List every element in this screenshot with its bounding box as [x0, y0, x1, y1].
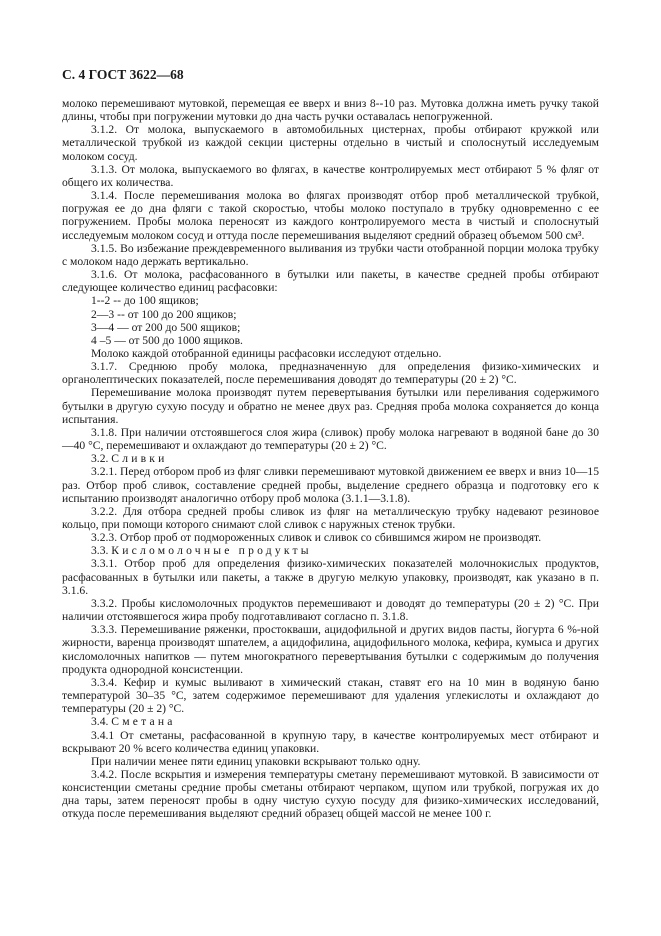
list-item: 3—4 — от 200 до 500 ящиков; [91, 320, 241, 334]
section-heading [62, 452, 599, 465]
paragraph: молоко перемешивают мутовкой, перемещая ее вверх и вниз 8--10 раз. Мутовка должна иметь ручку такой длины, чтобы при погружении мутовки до дна часть ручки оставалась непогруженной. [62, 97, 599, 124]
paragraph: 3.2.2. Для отбора средней пробы сливок из фляг на металлическую трубку надевают резиновое кольцо, при помощи которого снимают слой сливок с наружных стенок трубки. [62, 504, 599, 531]
paragraph: 3.2.3. Отбор проб от подмороженных сливок и сливок со сбившимся жиром не производят. [91, 531, 542, 545]
paragraph: 3.1.2. От молока, выпускаемого в автомобильных цистернах, пробы отбирают кружкой или металлической трубкой из каждой секции цистерны отдельно в чистый и сполоснутый исследуемым молоком сосуд. [62, 123, 599, 163]
paragraph: 3.1.4. После перемешивания молока во флягах производят отбор проб металлической трубкой, погружая ее до дна фляги с такой скоростью, чтобы молоко поступало в трубку одновременно с ее погружением. Пробы молока переносят из каждого контролируемого места в чистый и сполоснутый исследуемым молоком сосуд и оттуда после перемешивания выделяют средний образец объемом 500 см³. [62, 189, 599, 242]
section-number: 3.4. [91, 715, 112, 729]
paragraph: 3.4.1 От сметаны, расфасованной в крупную тару, в качестве контролируемых мест отбирают и вскрывают 20 % всего количества единиц упаковки. [62, 728, 599, 755]
paragraph: 3.3.4. Кефир и кумыс выливают в химический стакан, ставят его на 10 мин в водяную баню температурой 30–35 °С, затем содержимое перемешивают для удаления углекислоты и охлаждают до температуры (20 ± 2) °С. [62, 675, 599, 716]
section-title: Кисломолочные продукты [111, 544, 312, 558]
section-number: 3.2. [91, 452, 112, 466]
paragraph: 3.3.2. Пробы кисломолочных продуктов перемешивают и доводят до температуры (20 ± 2) °С. При наличии отстоявшегося жира пробу подготавливают согласно п. 3.1.8. [62, 596, 599, 624]
paragraph: 3.3.3. Перемешивание ряженки, простокваши, ацидофильной и других видов пасты, йогурта 6 %-ной жирности, варенца производят шпателем, а ацидофилина, ацидофильного молока, кефира, кумыса и других кисломолочных напитков — путем многократного перевертывания бутылки с содержимым до получения продукта однородной консистенции. [62, 623, 599, 676]
section-heading [62, 544, 599, 557]
section-title: Сливки [111, 452, 168, 466]
paragraph: 3.1.5. Во избежание преждевременного выливания из трубки части отобранной порции молока трубку с молоком надо держать вертикально. [62, 241, 599, 268]
paragraph: 3.1.3. От молока, выпускаемого во флягах, в качестве контролируемых мест отбирают 5 % фляг от общего их количества. [62, 162, 599, 189]
section-title: Сметана [111, 715, 176, 729]
paragraph: Перемешивание молока производят путем перевертывания бутылки или переливания содержимого бутылки в другую сухую посуду и обратно не менее двух раз. Средняя проба молока сохраняется до конца испытания. [62, 386, 599, 426]
list-item: 4 –5 — от 500 до 1000 ящиков. [91, 333, 243, 347]
section-heading [62, 715, 599, 728]
paragraph: 3.1.6. От молока, расфасованного в бутылки или пакеты, в качестве средней пробы отбирают следующее количество единиц расфасовки: [62, 268, 599, 295]
paragraph: Молоко каждой отобранной единицы расфасовки исследуют отдельно. [91, 346, 442, 360]
list-item: 1--2 -- до 100 ящиков; [91, 294, 199, 308]
document-body [62, 97, 599, 821]
list-item: 2—3 -- от 100 до 200 ящиков; [91, 307, 237, 321]
paragraph: При наличии менее пяти единиц упаковки вскрывают только одну. [91, 754, 421, 768]
paragraph: 3.1.8. При наличии отстоявшегося слоя жира (сливок) пробу молока нагревают в водяной бане до 30—40 °С, перемешивают и охлаждают до температуры (20 ± 2) °С. [62, 425, 599, 453]
section-number: 3.3. [91, 544, 112, 558]
page-header: С. 4 ГОСТ 3622—68 [62, 67, 184, 82]
paragraph: 3.3.1. Отбор проб для определения физико-химических показателей молочнокислых продуктов, расфасованных в бутылки или пакеты, а также в другую мелкую упаковку, производят, как указано в п. 3.1.6. [62, 557, 599, 597]
paragraph: 3.2.1. Перед отбором проб из фляг сливки перемешивают мутовкой движением ее вверх и вниз 10—15 раз. Отбор проб сливок, составление средней пробы, выделение среднего образца и подготовку его к испытанию производят аналогично отбору проб молока (3.1.1—3.1.8). [62, 465, 599, 505]
paragraph: 3.4.2. После вскрытия и измерения температуры сметану перемешивают мутовкой. В зависимости от консистенции сметаны средние пробы сметаны отбирают черпаком, щупом или трубкой, погружая их до дна тары, затем переносят пробы в одну чистую сухую посуду для физико-химических исследований, откуда после перемешивания выделяют средний образец общей массой не менее 100 г. [62, 767, 599, 821]
paragraph: 3.1.7. Среднюю пробу молока, предназначенную для определения физико-химических и органолептических показателей, после перемешивания доводят до температуры (20 ± 2) °С. [62, 360, 599, 387]
